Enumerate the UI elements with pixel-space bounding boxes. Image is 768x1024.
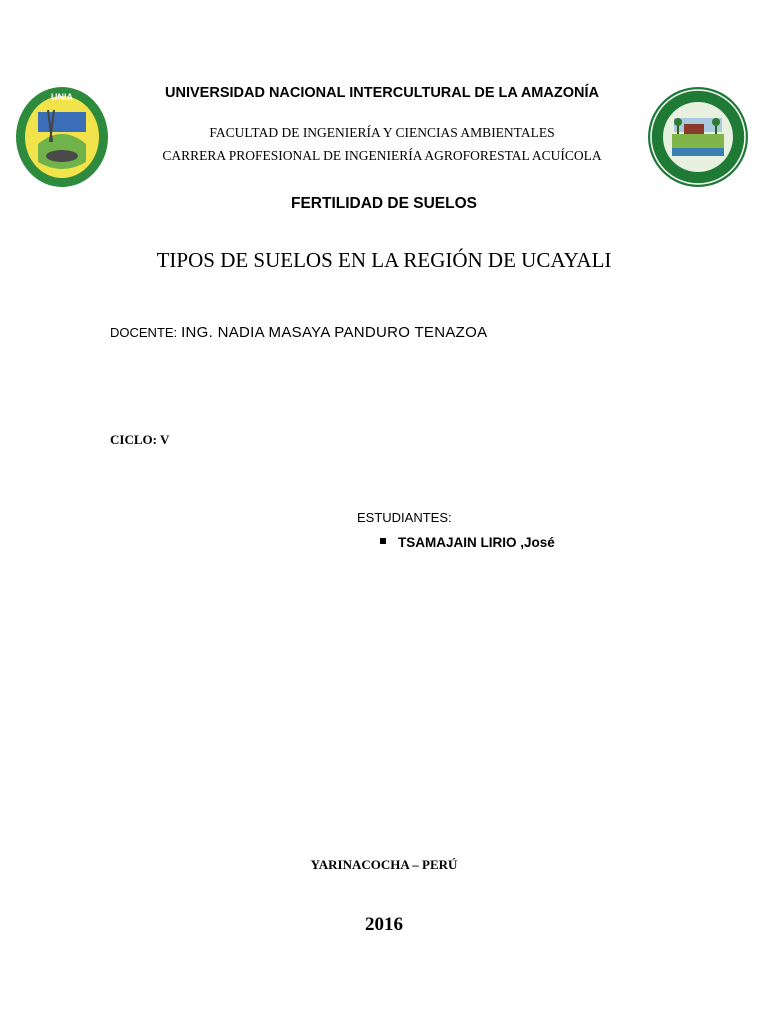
docente-name: ING. NADIA MASAYA PANDURO TENAZOA bbox=[181, 324, 488, 341]
ciclo: CICLO: V bbox=[110, 432, 170, 447]
course-name: FERTILIDAD DE SUELOS bbox=[290, 195, 477, 212]
students-label: ESTUDIANTES: bbox=[357, 510, 452, 525]
docente-label: DOCENTE: bbox=[110, 325, 178, 340]
svg-text:UNIA: UNIA bbox=[51, 92, 73, 102]
document-title: TIPOS DE SUELOS EN LA REGIÓN DE UCAYALI bbox=[156, 248, 612, 272]
student-list-item bbox=[380, 535, 555, 550]
carrera-logo bbox=[644, 84, 752, 190]
place: YARINACOCHA – PERÚ bbox=[310, 857, 458, 872]
faculty-name: FACULTAD DE INGENIERÍA Y CIENCIAS AMBIENTALES bbox=[209, 125, 555, 140]
bullet-icon bbox=[380, 538, 386, 544]
university-name: UNIVERSIDAD NACIONAL INTERCULTURAL DE LA AMAZONÍA bbox=[165, 85, 599, 101]
unia-logo bbox=[8, 84, 116, 190]
career-name: CARRERA PROFESIONAL DE INGENIERÍA AGROFORESTAL ACUÍCOLA bbox=[162, 148, 602, 163]
year: 2016 bbox=[365, 914, 403, 935]
docente-line bbox=[110, 324, 487, 341]
student-name: TSAMAJAIN LIRIO ,José bbox=[398, 535, 555, 550]
